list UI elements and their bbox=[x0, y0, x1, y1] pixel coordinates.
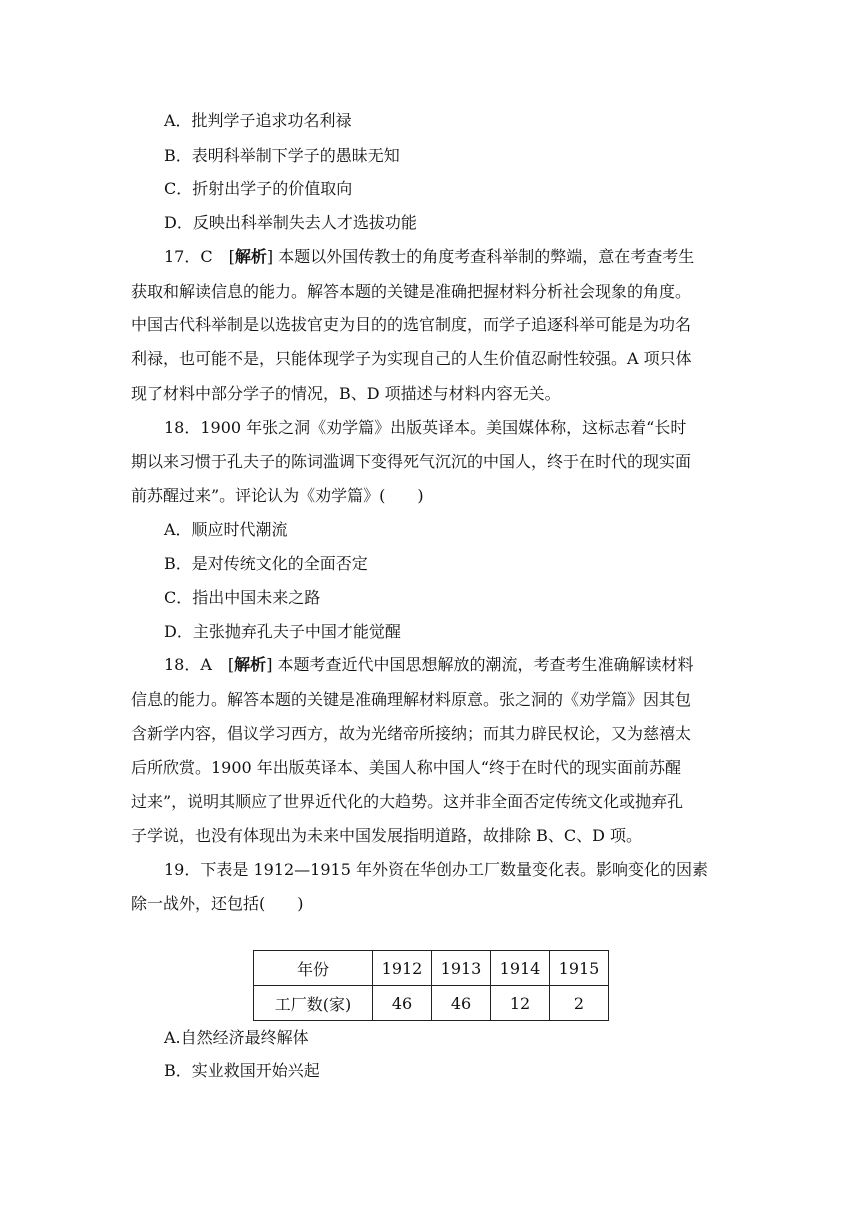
q19-option-b: B．实业救国开始兴起 bbox=[164, 1061, 320, 1080]
answer-17-line-1 bbox=[164, 246, 694, 268]
q18-option-a: A．顺应时代潮流 bbox=[164, 520, 288, 539]
answer-17-line-4: 利禄，也可能不是，只能体现学子为实现自己的人生价值忍耐性较强。A 项只体 bbox=[131, 349, 692, 368]
answer-18-line-2: 信息的能力。解答本题的关键是准确理解材料原意。张之洞的《劝学篇》因其包 bbox=[131, 690, 692, 709]
answer-17-line-3: 中国古代科举制是以选拔官吏为目的的选官制度，而学子追逐科举可能是为功名 bbox=[131, 315, 692, 334]
table-header-row bbox=[254, 951, 609, 986]
table-cell: 2 bbox=[550, 986, 609, 1021]
table-header-cell: 1915 bbox=[550, 951, 609, 986]
q18-option-d: D．主张抛弃孔夫子中国才能觉醒 bbox=[164, 622, 401, 641]
answer-18-line-4: 后所欣赏。1900 年出版英译本、美国人称中国人“终于在时代的现实面前苏醒 bbox=[131, 758, 681, 777]
table-header-cell: 1913 bbox=[432, 951, 491, 986]
q16-option-b: B．表明科举制下学子的愚昧无知 bbox=[164, 146, 400, 165]
answer-18-text: ] 本题考查近代中国思想解放的潮流，考查考生准确解读材料 bbox=[266, 655, 694, 674]
q18-option-b: B．是对传统文化的全面否定 bbox=[164, 554, 368, 573]
question-18-line-2: 期以来习惯于孔夫子的陈词滥调下变得死气沉沉的中国人，终于在时代的现实面 bbox=[131, 452, 692, 471]
table-cell: 46 bbox=[432, 986, 491, 1021]
question-19-line-1: 19．下表是 1912—1915 年外资在华创办工厂数量变化表。影响变化的因素 bbox=[164, 860, 708, 879]
table-row bbox=[254, 986, 609, 1021]
table-cell: 46 bbox=[373, 986, 432, 1021]
answer-18-line-6: 子学说，也没有体现出为未来中国发展指明道路，故排除 B、C、D 项。 bbox=[131, 826, 643, 845]
question-19-line-2: 除一战外，还包括( ) bbox=[131, 894, 304, 913]
q19-option-a: A.自然经济最终解体 bbox=[164, 1028, 309, 1047]
answer-18-prefix: 18．A [ bbox=[164, 655, 235, 674]
question-18-line-3: 前苏醒过来”。评论认为《劝学篇》( ) bbox=[131, 486, 424, 505]
answer-18-line-5: 过来”，说明其顺应了世界近代化的大趋势。这并非全面否定传统文化或抛弃孔 bbox=[131, 792, 684, 811]
answer-17-line-5: 现了材料中部分学子的情况，B、D 项描述与材料内容无关。 bbox=[131, 384, 561, 403]
table-cell: 12 bbox=[491, 986, 550, 1021]
answer-17-analysis-tag: 解析 bbox=[234, 247, 267, 266]
table-header-cell: 1914 bbox=[491, 951, 550, 986]
answer-18-analysis-tag: 解析 bbox=[234, 655, 267, 674]
table-cell: 工厂数(家) bbox=[254, 986, 373, 1021]
q18-option-c: C．指出中国未来之路 bbox=[164, 588, 321, 607]
q16-option-d: D．反映出科举制失去人才选拔功能 bbox=[164, 213, 417, 232]
answer-17-line-2: 获取和解读信息的能力。解答本题的关键是准确把握材料分析社会现象的角度。 bbox=[131, 282, 692, 301]
q16-option-a: A．批判学子追求功名利禄 bbox=[164, 111, 352, 130]
answer-18-line-1 bbox=[164, 654, 694, 676]
answer-17-prefix: 17．C [ bbox=[164, 247, 235, 266]
table-header-cell: 1912 bbox=[373, 951, 432, 986]
question-18-line-1: 18．1900 年张之洞《劝学篇》出版英译本。美国媒体称，这标志着“长时 bbox=[164, 418, 687, 437]
table-header-cell: 年份 bbox=[254, 951, 373, 986]
answer-18-line-3: 含新学内容，倡议学习西方，故为光绪帝所接纳；而其力辟民权论，又为慈禧太 bbox=[131, 724, 692, 743]
answer-17-text: ] 本题以外国传教士的角度考查科举制的弊端，意在考查考生 bbox=[266, 247, 695, 266]
factory-count-table bbox=[253, 950, 609, 1021]
q16-option-c: C．折射出学子的价值取向 bbox=[164, 179, 353, 198]
